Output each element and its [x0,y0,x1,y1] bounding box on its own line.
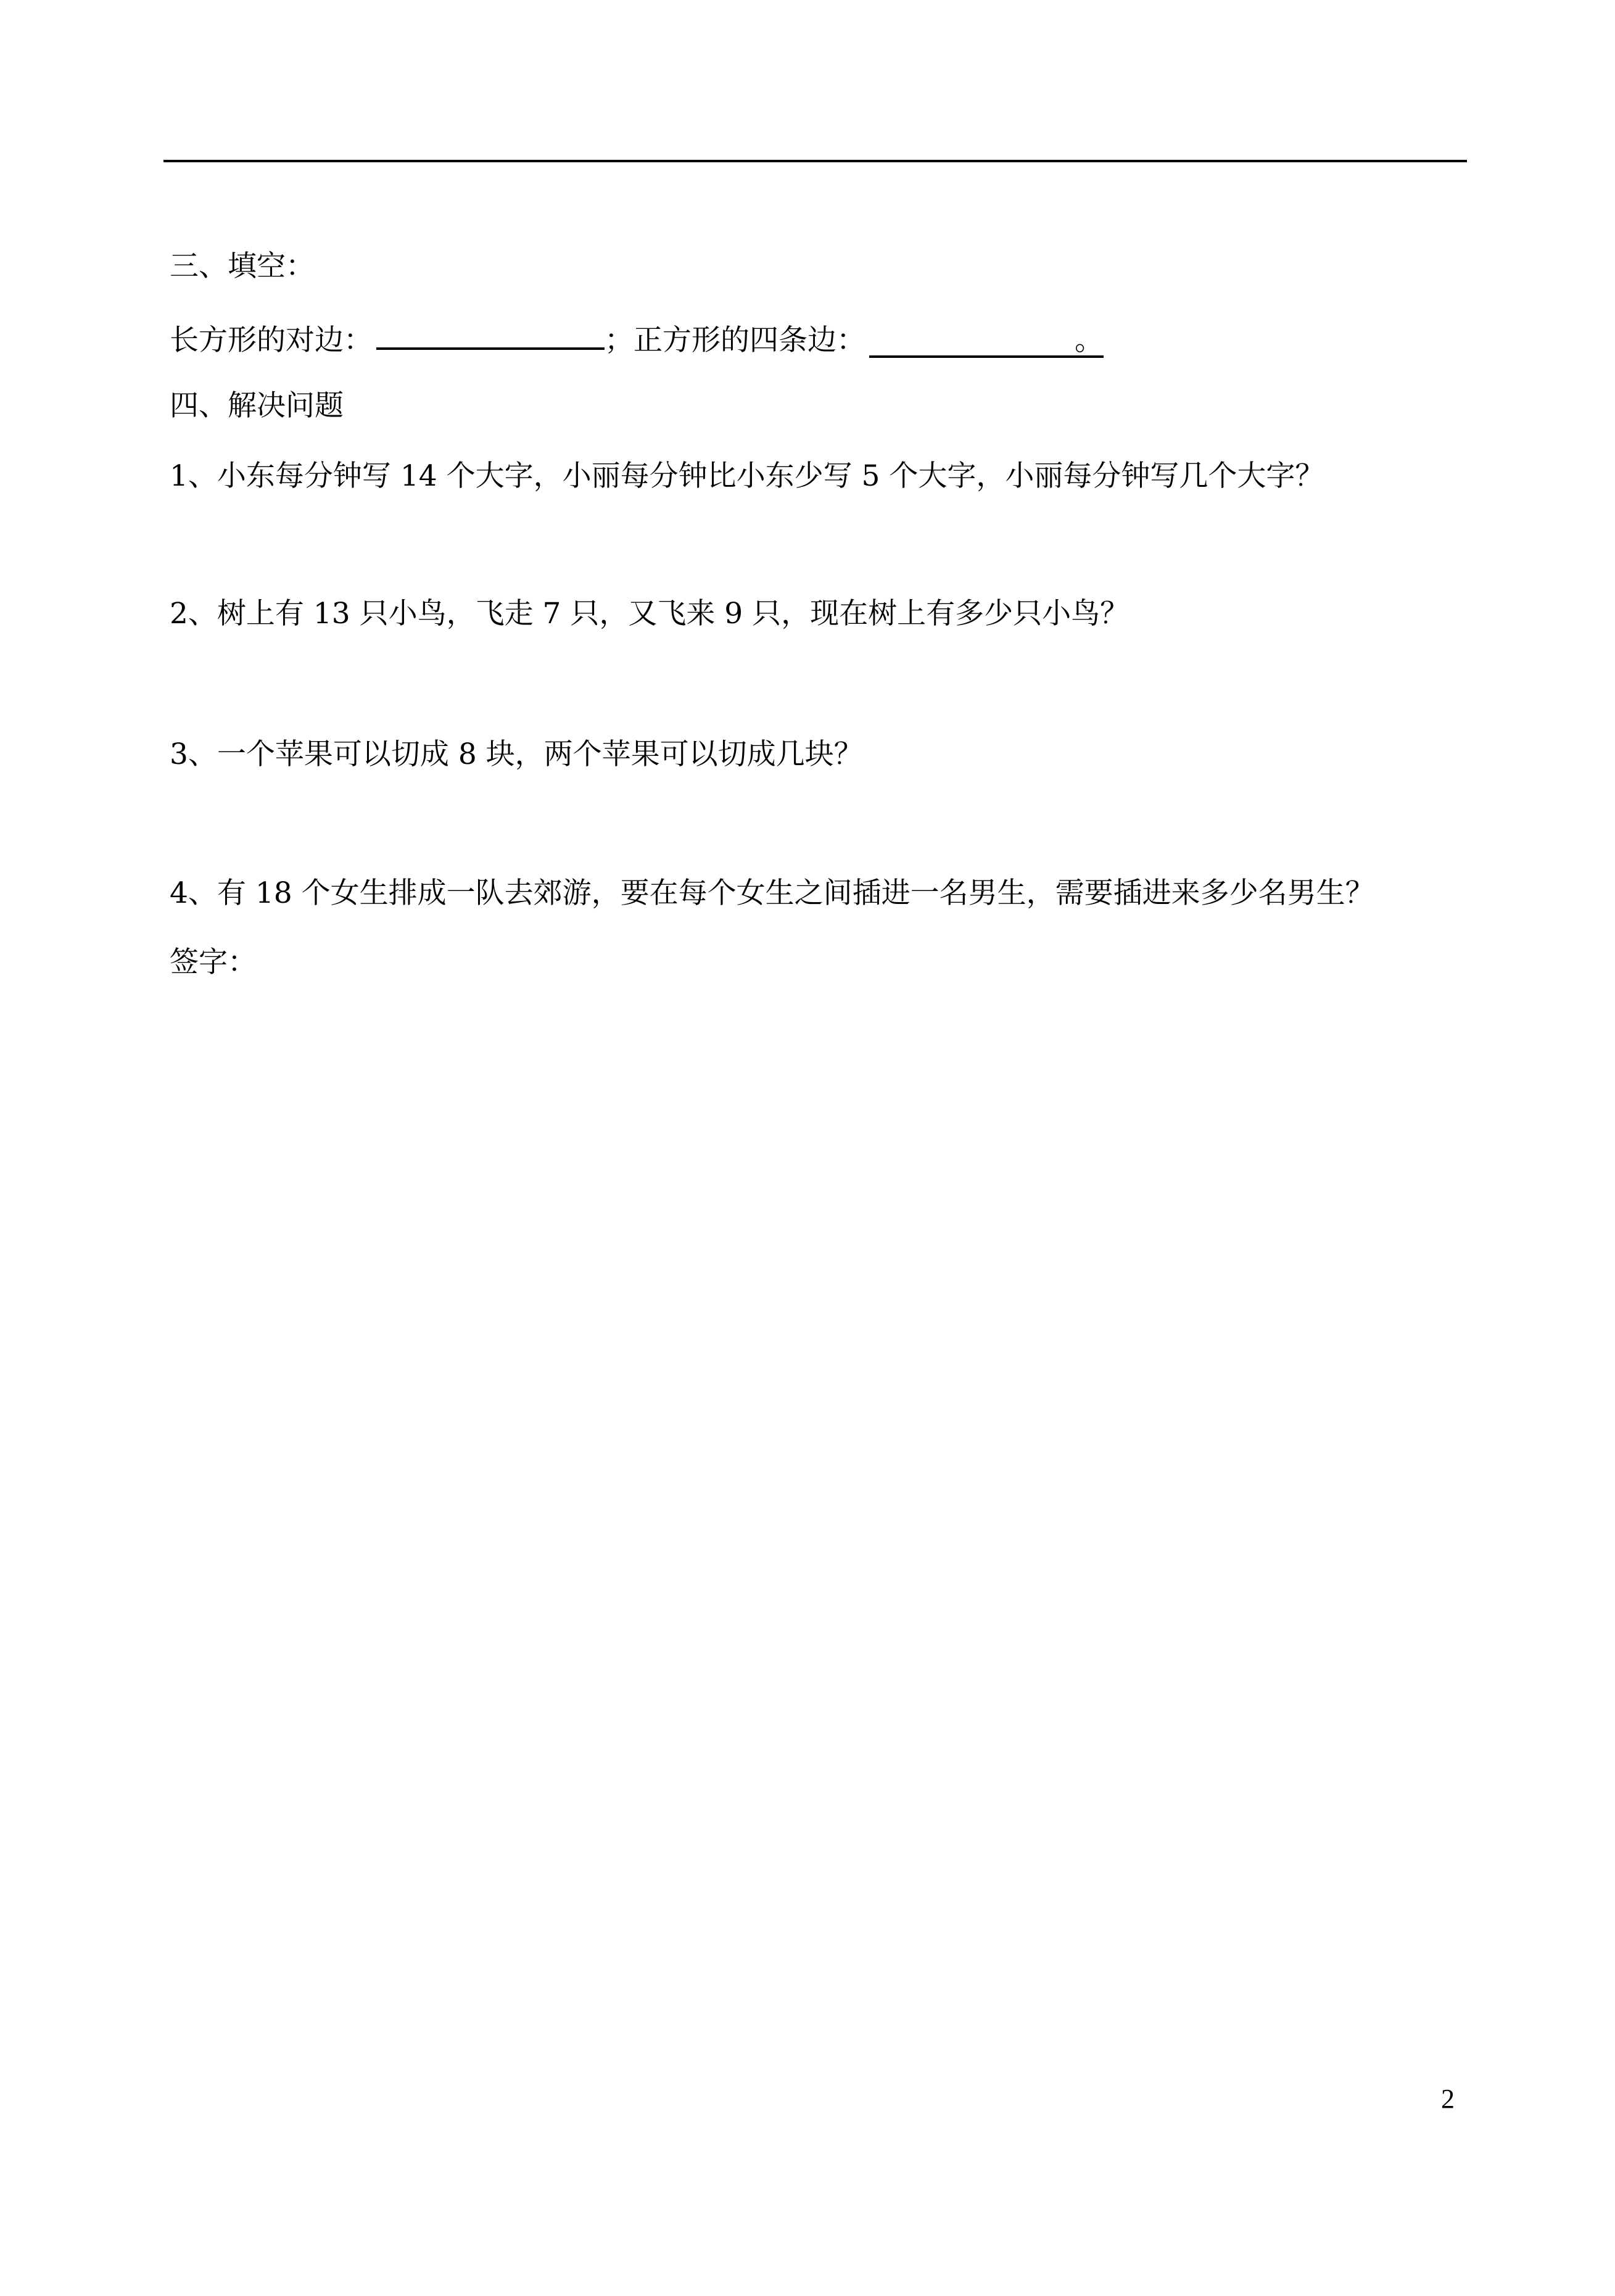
header-rule [163,160,1467,162]
separator: ； [605,323,634,357]
end-mark: 。 [1075,323,1104,357]
problem-4: 4、有 18 个女生排成一队去郊游，要在每个女生之间插进一名男生，需要插进来多少名男生？ [170,876,1374,910]
square-label: 正方形的四条边： [634,323,865,357]
solve-heading: 四、解决问题 [170,389,344,423]
fill-in-heading: 三、填空： [170,249,315,283]
page-number: 2 [1441,2084,1455,2114]
problem-1: 1、小东每分钟写 14 个大字，小丽每分钟比小东少写 5 个大字，小丽每分钟写几个大字？ [170,459,1324,493]
problem-2: 2、树上有 13 只小鸟，飞走 7 只，又飞来 9 只，现在树上有多少只小鸟？ [170,597,1130,631]
problem-3: 3、一个苹果可以切成 8 块，两个苹果可以切成几块？ [170,737,863,771]
square-answer-blank[interactable] [869,323,1104,358]
fill-in-row [170,318,1104,359]
signature-label: 签字： [170,945,257,979]
rectangle-answer-blank[interactable] [376,318,605,350]
rectangle-label: 长方形的对边： [170,323,373,357]
